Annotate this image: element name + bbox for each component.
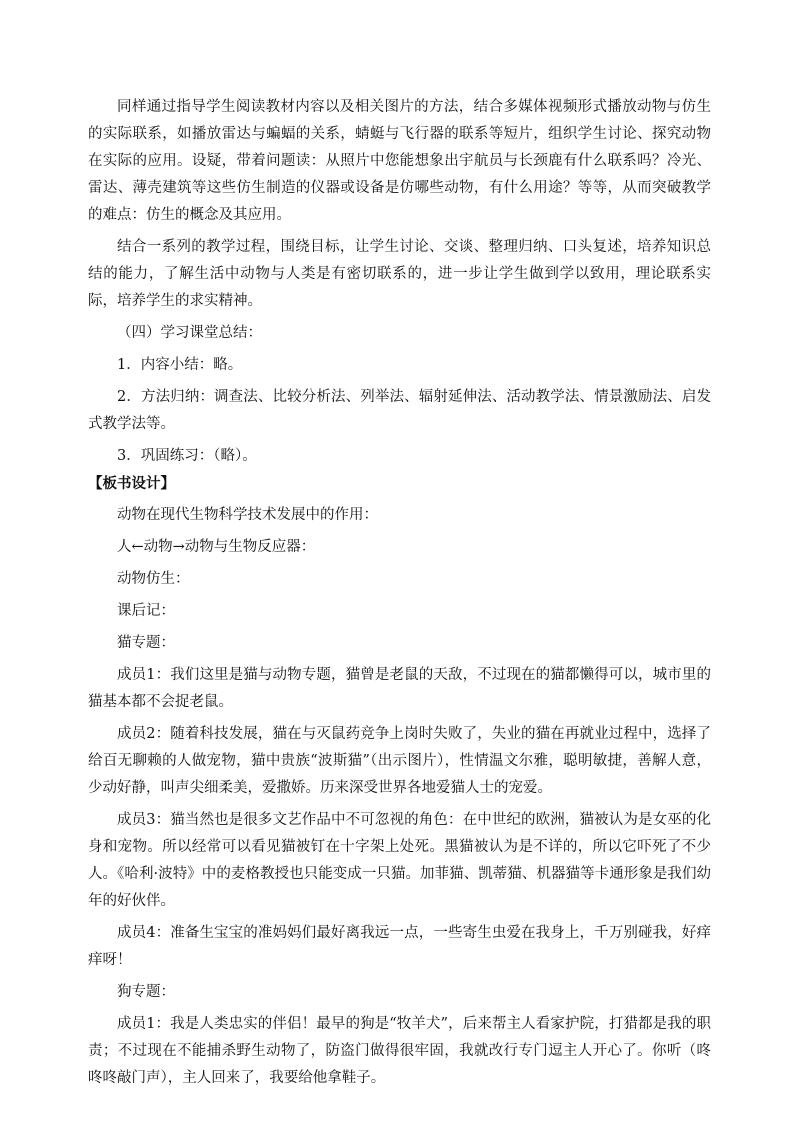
cat-member-3: 成员3：猫当然也是很多文艺作品中不可忽视的角色：在中世纪的欧洲，猫被认为是女巫的化身和宠物。所以经常可以看见猫被钉在十字架上处死。黑猫被认为是不详的，所以它吓死了不少人。《哈利·波特》中的麦格教授也只能变成一只猫。加菲猫、凯蒂猫、机器猫等卡通形象是我们幼年的好伙伴。 (88, 812, 711, 909)
summary-item-content: 1．内容小结：略。 (117, 357, 243, 373)
board-line: 课后记： (117, 603, 175, 619)
document-page (88, 94, 711, 1092)
cat-member-2: 成员2：随着科技发展，猫在与灭鼠药竞争上岗时失败了，失业的猫在再就业过程中，选择了给百无聊赖的人做宠物，猫中贵族“波斯猫”（出示图片），性情温文尔雅，聪明敏捷，善解人意，少动好静，叫声尖细柔美，爱撒娇。历来深受世界各地爱猫人士的宠爱。 (88, 726, 711, 796)
board-line: 动物仿生： (117, 571, 190, 587)
summary-item-practice: 3．巩固练习：（略）。 (117, 448, 257, 464)
summary-title: （四）学习课堂总结： (117, 325, 262, 341)
cat-topic-heading: 猫专题： (117, 635, 175, 651)
summary-item-method: 2．方法归纳：调查法、比较分析法、列举法、辐射延伸法、活动教学法、情景激励法、启发式教学法等。 (88, 389, 711, 432)
cat-member-4: 成员4：准备生宝宝的准妈妈们最好离我远一点，一些寄生虫爱在我身上，千万别碰我，好痒痒呀！ (88, 925, 711, 968)
board-line: 人←动物→动物与生物反应器： (117, 539, 316, 555)
board-line: 动物在现代生物科学技术发展中的作用： (117, 507, 378, 523)
board-design-heading: 【板书设计】 (88, 475, 175, 492)
dog-topic-heading: 狗专题： (117, 984, 175, 1000)
paragraph-teaching-process: 结合一系列的教学过程，围绕目标，让学生讨论、交谈、整理归纳、口头复述，培养知识总结的能力，了解生活中动物与人类是有密切联系的，进一步让学生做到学以致用，理论联系实际，培养学生的求实精神。 (88, 239, 711, 309)
cat-member-1: 成员1：我们这里是猫与动物专题，猫曾是老鼠的天敌，不过现在的猫都懒得可以，城市里的猫基本都不会捉老鼠。 (88, 667, 711, 710)
paragraph-teaching-method: 同样通过指导学生阅读教材内容以及相关图片的方法，结合多媒体视频形式播放动物与仿生的实际联系，如播放雷达与蝙蝠的关系，蜻蜓与飞行器的联系等短片，组织学生讨论、探究动物在实际的应用。设疑，带着问题读：从照片中您能想象出宇航员与长颈鹿有什么联系吗？冷光、雷达、薄壳建筑等这些仿生制造的仪器或设备是仿哪些动物，有什么用途？等等，从而突破教学的难点：仿生的概念及其应用。 (88, 99, 711, 223)
dog-member-1: 成员1：我是人类忠实的伴侣！最早的狗是“牧羊犬”，后来帮主人看家护院，打猎都是我的职责；不过现在不能捕杀野生动物了，防盗门做得很牢固，我就改行专门逗主人开心了。你听（咚咚咚敲门声），主人回来了，我要给他拿鞋子。 (88, 1016, 711, 1086)
